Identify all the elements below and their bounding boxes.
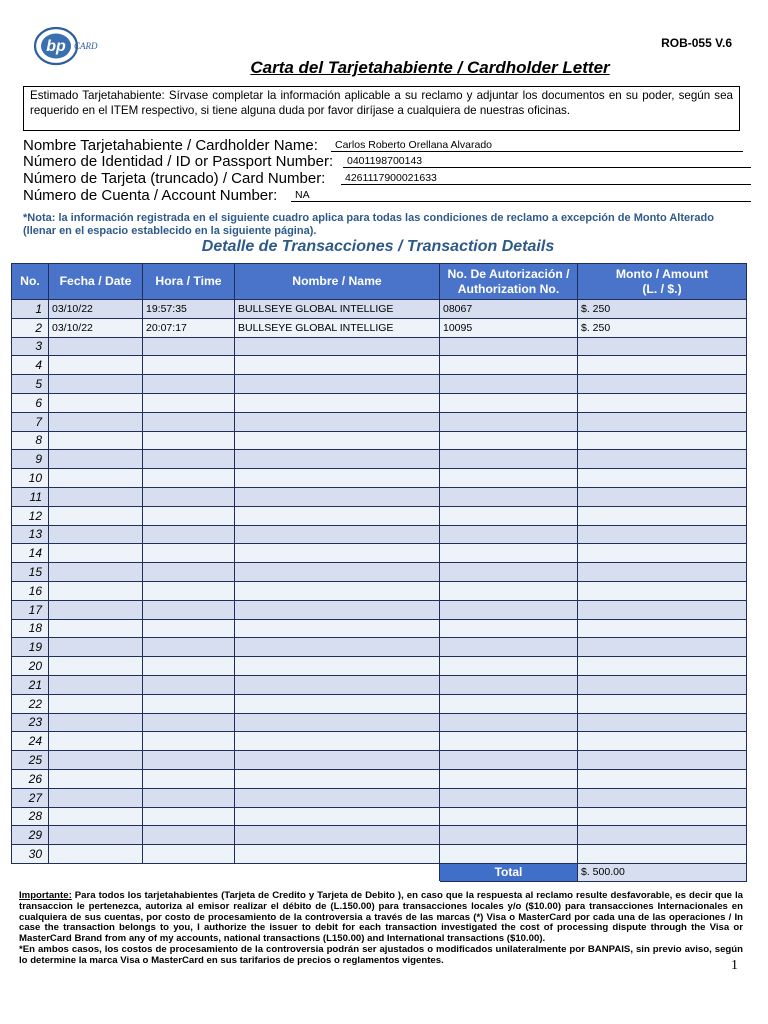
cell-time[interactable] (143, 657, 235, 676)
cell-date[interactable] (49, 544, 143, 563)
row-number: 9 (12, 450, 49, 469)
cell-date[interactable] (49, 375, 143, 394)
cell-name[interactable] (235, 713, 440, 732)
row-number: 16 (12, 581, 49, 600)
cell-amount[interactable] (578, 788, 747, 807)
row-number: 23 (12, 713, 49, 732)
cell-date[interactable] (49, 788, 143, 807)
cell-name[interactable]: BULLSEYE GLOBAL INTELLIGE (235, 300, 440, 319)
cell-amount[interactable] (578, 412, 747, 431)
logo-text: bp (46, 38, 66, 55)
table-row (12, 600, 747, 619)
row-number: 4 (12, 356, 49, 375)
row-number: 20 (12, 657, 49, 676)
cardholder-name-label: Nombre Tarjetahabiente / Cardholder Name: (23, 137, 318, 154)
row-number: 24 (12, 732, 49, 751)
cell-date[interactable] (49, 393, 143, 412)
row-number: 2 (12, 318, 49, 337)
table-row (12, 845, 747, 864)
cell-name[interactable] (235, 487, 440, 506)
total-blank (12, 863, 440, 881)
cell-date[interactable] (49, 412, 143, 431)
header-amount-line2: (L. / $.) (642, 281, 682, 296)
cell-amount[interactable] (578, 356, 747, 375)
header-authorization (440, 264, 578, 300)
table-row (12, 563, 747, 582)
cell-time[interactable] (143, 619, 235, 638)
cell-time[interactable] (143, 638, 235, 657)
cell-amount[interactable] (578, 506, 747, 525)
total-value: $. 500.00 (578, 863, 747, 881)
cell-amount[interactable] (578, 807, 747, 826)
cell-amount[interactable] (578, 769, 747, 788)
row-number: 26 (12, 769, 49, 788)
cell-amount[interactable]: $. 250 (578, 318, 747, 337)
cell-amount[interactable] (578, 581, 747, 600)
cell-name[interactable] (235, 694, 440, 713)
cell-time[interactable] (143, 675, 235, 694)
cell-time[interactable] (143, 544, 235, 563)
cell-date[interactable] (49, 469, 143, 488)
cell-auth[interactable] (440, 826, 578, 845)
header-authorization-line1: No. De Autorización / (447, 266, 570, 281)
table-row (12, 713, 747, 732)
table-row (12, 657, 747, 676)
cell-name[interactable] (235, 581, 440, 600)
row-number: 29 (12, 826, 49, 845)
cell-amount[interactable] (578, 431, 747, 450)
cell-date[interactable] (49, 638, 143, 657)
cell-time[interactable] (143, 450, 235, 469)
cell-name[interactable] (235, 431, 440, 450)
header-time: Hora / Time (143, 264, 235, 300)
header-name: Nombre / Name (235, 264, 440, 300)
cell-date[interactable] (49, 826, 143, 845)
header-date: Fecha / Date (49, 264, 143, 300)
total-row (12, 863, 747, 881)
important-text: Para todos los tarjetahabientes (Tarjeta de Credito y Tarjeta de Debito ), en caso que la respuesta al reclamo resulte desfavorable, es decir que la transaccion le pertenezca, autoriza al emisor realizar el débito de (L.150.00) para transacciones locales y/o ($10.00) para transacciones Internacionales en cualquiera de sus cuentas, por costo de procesamiento de la controversia a través de las marcas (*) Visa o MasterCard por cada una de las operaciones / In case the transaction belongs to you, I authorize the issuer to debit for each transaction investigated the cost of processing dispute through the Visa or MasterCard Brand from any of my accounts, national transactions (L150.00) and International transactions ($10.00). (19, 890, 743, 945)
cell-date[interactable] (49, 657, 143, 676)
cell-amount[interactable]: $. 250 (578, 300, 747, 319)
row-number: 17 (12, 600, 49, 619)
cell-date[interactable] (49, 807, 143, 826)
cell-auth[interactable] (440, 732, 578, 751)
id-number-label: Número de Identidad / ID or Passport Number: (23, 153, 334, 170)
table-body (12, 300, 747, 864)
cell-time[interactable] (143, 751, 235, 770)
cell-amount[interactable] (578, 826, 747, 845)
cell-name[interactable] (235, 751, 440, 770)
cell-amount[interactable] (578, 563, 747, 582)
cell-auth[interactable] (440, 563, 578, 582)
cell-time[interactable] (143, 826, 235, 845)
cell-date[interactable] (49, 431, 143, 450)
cell-auth[interactable] (440, 356, 578, 375)
cell-auth[interactable]: 10095 (440, 318, 578, 337)
cell-name[interactable] (235, 732, 440, 751)
cell-time[interactable] (143, 581, 235, 600)
cell-amount[interactable] (578, 337, 747, 356)
cell-name[interactable] (235, 544, 440, 563)
cell-date[interactable] (49, 619, 143, 638)
table-row (12, 694, 747, 713)
row-number: 21 (12, 675, 49, 694)
table-row (12, 412, 747, 431)
cell-time[interactable] (143, 393, 235, 412)
cell-auth[interactable] (440, 450, 578, 469)
cell-amount[interactable] (578, 638, 747, 657)
table-row (12, 807, 747, 826)
cell-time[interactable] (143, 487, 235, 506)
cell-amount[interactable] (578, 487, 747, 506)
transactions-table (11, 263, 747, 882)
cell-time[interactable] (143, 713, 235, 732)
account-number-row (23, 187, 310, 204)
cell-time[interactable]: 20:07:17 (143, 318, 235, 337)
cell-auth[interactable] (440, 412, 578, 431)
cell-time[interactable] (143, 469, 235, 488)
cell-auth[interactable] (440, 525, 578, 544)
table-row (12, 826, 747, 845)
card-number-row (23, 170, 437, 187)
cell-date[interactable] (49, 506, 143, 525)
document-code: ROB-055 V.6 (661, 36, 732, 50)
cell-auth[interactable] (440, 713, 578, 732)
footer-notice (19, 891, 743, 967)
footer-important (19, 891, 743, 945)
table-row (12, 732, 747, 751)
cell-name[interactable] (235, 337, 440, 356)
cell-auth[interactable] (440, 657, 578, 676)
logo-subtext: CARD (74, 41, 98, 51)
cell-date[interactable] (49, 581, 143, 600)
cell-amount[interactable] (578, 713, 747, 732)
row-number: 30 (12, 845, 49, 864)
cell-time[interactable] (143, 506, 235, 525)
table-row (12, 375, 747, 394)
cell-time[interactable] (143, 525, 235, 544)
card-number-field[interactable]: 4261117900021633 (341, 172, 751, 185)
cell-name[interactable] (235, 412, 440, 431)
table-row (12, 788, 747, 807)
cell-time[interactable] (143, 356, 235, 375)
cell-name[interactable] (235, 826, 440, 845)
cell-date[interactable] (49, 675, 143, 694)
table-row (12, 356, 747, 375)
table-row (12, 337, 747, 356)
cell-date[interactable] (49, 694, 143, 713)
row-number: 6 (12, 393, 49, 412)
cell-name[interactable] (235, 356, 440, 375)
cell-auth[interactable] (440, 845, 578, 864)
row-number: 7 (12, 412, 49, 431)
cell-auth[interactable] (440, 544, 578, 563)
row-number: 13 (12, 525, 49, 544)
row-number: 19 (12, 638, 49, 657)
table-row (12, 506, 747, 525)
cell-name[interactable] (235, 600, 440, 619)
important-label: Importante: (19, 890, 72, 901)
cell-amount[interactable] (578, 393, 747, 412)
row-number: 10 (12, 469, 49, 488)
cell-date[interactable] (49, 732, 143, 751)
row-number: 1 (12, 300, 49, 319)
cell-date[interactable] (49, 845, 143, 864)
cell-time[interactable] (143, 412, 235, 431)
card-number-label: Número de Tarjeta (truncado) / Card Number: (23, 170, 326, 187)
account-number-field[interactable]: NA (291, 189, 751, 202)
cell-amount[interactable] (578, 525, 747, 544)
cell-date[interactable] (49, 525, 143, 544)
cell-amount[interactable] (578, 544, 747, 563)
row-number: 27 (12, 788, 49, 807)
cell-name[interactable] (235, 657, 440, 676)
row-number: 5 (12, 375, 49, 394)
cell-date[interactable] (49, 450, 143, 469)
cell-time[interactable] (143, 807, 235, 826)
table-row (12, 431, 747, 450)
cell-amount[interactable] (578, 619, 747, 638)
cell-name[interactable] (235, 525, 440, 544)
cell-time[interactable] (143, 732, 235, 751)
cell-time[interactable] (143, 788, 235, 807)
cell-auth[interactable] (440, 619, 578, 638)
cell-amount[interactable] (578, 450, 747, 469)
cell-time[interactable]: 19:57:35 (143, 300, 235, 319)
header-amount-line1: Monto / Amount (615, 266, 709, 281)
row-number: 18 (12, 619, 49, 638)
cell-name[interactable] (235, 675, 440, 694)
table-row (12, 487, 747, 506)
table-row (12, 769, 747, 788)
table-title: Detalle de Transacciones / Transaction Details (201, 238, 555, 255)
cell-auth[interactable] (440, 694, 578, 713)
row-number: 3 (12, 337, 49, 356)
cell-date[interactable] (49, 487, 143, 506)
cell-amount[interactable] (578, 751, 747, 770)
header-no: No. (12, 264, 49, 300)
cell-amount[interactable] (578, 732, 747, 751)
cell-time[interactable] (143, 600, 235, 619)
cell-name[interactable]: BULLSEYE GLOBAL INTELLIGE (235, 318, 440, 337)
cell-name[interactable] (235, 638, 440, 657)
table-header-row (12, 264, 747, 300)
cell-date[interactable] (49, 713, 143, 732)
cell-auth[interactable]: 08067 (440, 300, 578, 319)
row-number: 28 (12, 807, 49, 826)
cell-name[interactable] (235, 450, 440, 469)
cell-amount[interactable] (578, 657, 747, 676)
cell-time[interactable] (143, 563, 235, 582)
cell-name[interactable] (235, 375, 440, 394)
cell-auth[interactable] (440, 638, 578, 657)
cell-name[interactable] (235, 769, 440, 788)
cell-name[interactable] (235, 506, 440, 525)
row-number: 14 (12, 544, 49, 563)
table-row (12, 393, 747, 412)
cell-time[interactable] (143, 431, 235, 450)
header-amount (578, 264, 747, 300)
cell-auth[interactable] (440, 751, 578, 770)
row-number: 22 (12, 694, 49, 713)
cell-name[interactable] (235, 469, 440, 488)
table-row (12, 751, 747, 770)
cell-auth[interactable] (440, 788, 578, 807)
cell-auth[interactable] (440, 375, 578, 394)
cell-date[interactable] (49, 751, 143, 770)
row-number: 15 (12, 563, 49, 582)
table-row (12, 619, 747, 638)
cell-name[interactable] (235, 619, 440, 638)
table-row (12, 450, 747, 469)
cell-amount[interactable] (578, 469, 747, 488)
cell-auth[interactable] (440, 431, 578, 450)
cell-time[interactable] (143, 375, 235, 394)
table-row (12, 675, 747, 694)
cardholder-name-row (23, 137, 492, 154)
cell-auth[interactable] (440, 487, 578, 506)
cell-auth[interactable] (440, 506, 578, 525)
table-row (12, 469, 747, 488)
cell-date[interactable]: 03/10/22 (49, 318, 143, 337)
cell-auth[interactable] (440, 393, 578, 412)
intro-box: Estimado Tarjetahabiente: Sírvase completar la información aplicable a su reclamo y adjuntar los documentos en su poder, según sea requerido en el ITEM respectivo, si tiene alguna duda por favor diríjase a cualquiera de nuestras oficinas. (23, 86, 740, 131)
cell-name[interactable] (235, 393, 440, 412)
row-number: 25 (12, 751, 49, 770)
cell-date[interactable] (49, 356, 143, 375)
cell-name[interactable] (235, 807, 440, 826)
page-title: Carta del Tarjetahabiente / Cardholder Letter (250, 58, 610, 77)
row-number: 8 (12, 431, 49, 450)
table-row (12, 300, 747, 319)
cell-amount[interactable] (578, 600, 747, 619)
cell-auth[interactable] (440, 769, 578, 788)
id-number-field[interactable]: 0401198700143 (343, 155, 751, 168)
total-label: Total (440, 863, 578, 881)
row-number: 12 (12, 506, 49, 525)
table-row (12, 318, 747, 337)
cell-amount[interactable] (578, 845, 747, 864)
cell-name[interactable] (235, 563, 440, 582)
cell-auth[interactable] (440, 469, 578, 488)
table-row (12, 638, 747, 657)
cell-date[interactable] (49, 563, 143, 582)
cell-auth[interactable] (440, 600, 578, 619)
footer-second-text: *En ambos casos, los costos de procesamiento de la controversia podrán ser ajustados o modificados unilateralmente por BANPAIS, sin previo aviso, según lo determine la marca Visa o MasterCard en sus tarifarios de precios o reglamentos vigentes. (19, 943, 743, 966)
cell-date[interactable] (49, 600, 143, 619)
table-row (12, 544, 747, 563)
cell-name[interactable] (235, 788, 440, 807)
cell-amount[interactable] (578, 675, 747, 694)
cell-name[interactable] (235, 845, 440, 864)
cell-date[interactable] (49, 337, 143, 356)
cell-amount[interactable] (578, 375, 747, 394)
cell-time[interactable] (143, 769, 235, 788)
header-authorization-line2: Authorization No. (457, 281, 560, 296)
cardholder-name-field[interactable]: Carlos Roberto Orellana Alvarado (331, 139, 743, 152)
id-number-row (23, 153, 423, 170)
row-number: 11 (12, 487, 49, 506)
cell-time[interactable] (143, 845, 235, 864)
cell-time[interactable] (143, 337, 235, 356)
page-number: 1 (731, 958, 738, 973)
account-number-label: Número de Cuenta / Account Number: (23, 187, 278, 204)
cell-time[interactable] (143, 694, 235, 713)
table-row (12, 581, 747, 600)
cell-date[interactable]: 03/10/22 (49, 300, 143, 319)
cell-date[interactable] (49, 769, 143, 788)
cell-auth[interactable] (440, 807, 578, 826)
cell-auth[interactable] (440, 581, 578, 600)
cell-auth[interactable] (440, 675, 578, 694)
cell-amount[interactable] (578, 694, 747, 713)
cell-auth[interactable] (440, 337, 578, 356)
note-text: *Nota: la información registrada en el siguiente cuadro aplica para todas las condiciones de reclamo a excepción de Monto Alterado (llenar en el espacio establecido en la siguiente página). (23, 212, 714, 237)
table-row (12, 525, 747, 544)
